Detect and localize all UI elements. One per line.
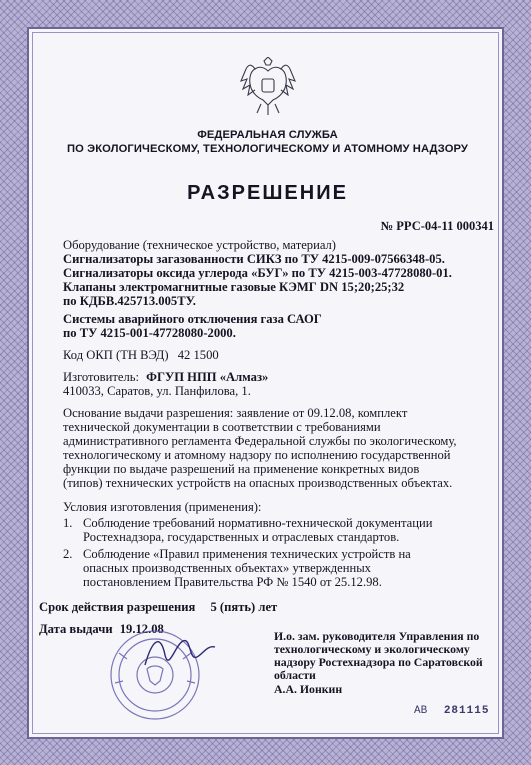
document-title: РАЗРЕШЕНИЕ [187, 182, 348, 204]
manufacturer-label: Изготовитель: [63, 370, 139, 384]
basis-line: административного регламента Федеральной службы по экологическому, [63, 434, 457, 448]
signatory-title-line: И.о. зам. руководителя Управления по [274, 629, 480, 643]
equipment-line: по ТУ 4215-001-47728080-2000. [63, 326, 236, 340]
equipment-line: Сигнализаторы оксида углерода «БУГ» по ТУ 4215-003-47728080-01. [63, 266, 452, 280]
equipment-line: по КДБВ.425713.005ТУ. [63, 294, 196, 308]
conditions-label: Условия изготовления (применения): [63, 500, 262, 514]
manufacturer-address: 410033, Саратов, ул. Панфилова, 1. [63, 384, 251, 398]
okp-label: Код ОКП (ТН ВЭД) [63, 348, 169, 362]
condition-line: Соблюдение «Правил применения технических устройств на [83, 547, 411, 561]
signatory-name: А.А. Ионкин [274, 682, 343, 696]
agency-name-line2: ПО ЭКОЛОГИЧЕСКОМУ, ТЕХНОЛОГИЧЕСКОМУ И АТОМНОМУ НАДЗОРУ [66, 143, 468, 155]
okp-code [63, 348, 219, 362]
condition-number: 2. [63, 547, 73, 561]
condition-item [63, 516, 483, 544]
condition-line: постановлением Правительства РФ № 1540 от 25.12.98. [83, 575, 382, 589]
manufacturer-name: ФГУП НПП «Алмаз» [146, 370, 269, 384]
validity-value: 5 (пять) лет [210, 600, 278, 614]
validity [39, 600, 277, 614]
issue-date-value: 19.12.08 [119, 622, 164, 636]
equipment-line: Клапаны электромагнитные газовые КЭМГ DN 15;20;25;32 [63, 280, 405, 294]
condition-line: Соблюдение требований нормативно-технической документации [83, 516, 433, 530]
basis-line: (типов) технических устройств на опасных производственных объектах. [63, 476, 453, 490]
serial-number: 281115 [443, 705, 490, 717]
basis-line: технологическому и атомному надзору по исполнению государственной [63, 448, 451, 462]
condition-item [63, 547, 483, 589]
signatory-title-line: области [274, 668, 316, 682]
condition-number: 1. [63, 516, 73, 530]
blank-serial-number [414, 705, 489, 717]
signatory-title-line: технологическому и экологическому [274, 642, 470, 656]
basis-line: Основание выдачи разрешения: заявление от 09.12.08, комплект [63, 406, 408, 420]
signature [139, 627, 219, 677]
issue-date-label: Дата выдачи [39, 622, 113, 636]
basis-line: функции по выдаче разрешений на применение конкретных видов [63, 462, 420, 476]
agency-name-line1: ФЕДЕРАЛЬНАЯ СЛУЖБА [197, 129, 338, 141]
serial-series: АВ [414, 705, 428, 717]
russian-double-headed-eagle-icon [239, 57, 297, 119]
condition-line: опасных производственных объектах» утвержденных [83, 561, 371, 575]
equipment-line: Системы аварийного отключения газа САОГ [63, 312, 322, 326]
condition-line: Ростехнадзора, государственных и отраслевых стандартов. [83, 530, 400, 544]
certificate-body [27, 27, 504, 739]
validity-label: Срок действия разрешения [39, 600, 196, 614]
okp-value: 42 1500 [177, 348, 219, 362]
equipment-line: Сигнализаторы загазованности СИКЗ по ТУ 4215-009-07566348-05. [63, 252, 445, 266]
basis-line: технической документации в соответствии с требованиями [63, 420, 381, 434]
permit-number: № РРС-04-11 000341 [380, 219, 494, 233]
manufacturer [63, 370, 268, 384]
equipment-label: Оборудование (техническое устройство, материал) [63, 238, 336, 252]
signatory-title-line: надзору Ростехнадзора по Саратовской [274, 655, 483, 669]
